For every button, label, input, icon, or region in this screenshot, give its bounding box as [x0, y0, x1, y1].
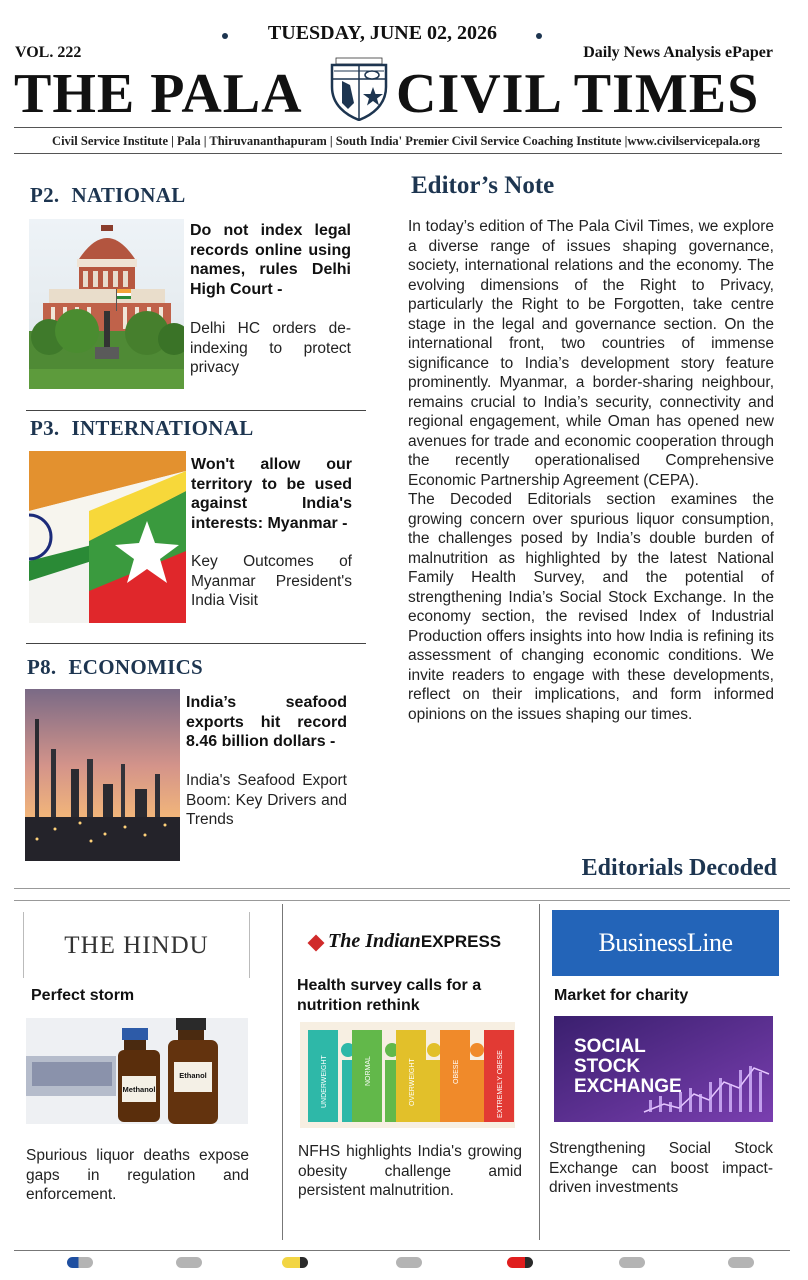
obese-label: OBESE — [453, 1059, 460, 1084]
editorial-summary-1: Spurious liquor deaths expose gaps in regulation and enforcement. — [26, 1147, 249, 1203]
editors-note-paragraph-1: In today’s edition of The Pala Civil Times, we explore a diverse range of issues shaping governance, society, international relations and the economy. The evolving dimensions of the Right to Privacy, particularly the Right to be Forgotten, take centre stage in the legal and governance section. On the international front, two countries of immense significance to India’s development story feature prominently. Myanmar, a border-sharing neighbour, remains crucial to India’s security, connectivity and regional engagement, while Oman has opened new avenues for trade and economic cooperation through the recently operationalised Comprehensive Economic Partnership Agreement (CEPA). — [408, 218, 774, 489]
indian-express-logo — [310, 930, 510, 960]
extremely-obese-label: EXTREMELY OBESE — [497, 1050, 504, 1118]
footer-rule — [14, 1250, 790, 1251]
editorial-summary-2: NFHS highlights India's growing obesity challenge amid persistent malnutrition. — [298, 1143, 522, 1199]
institute-crest-icon — [328, 57, 390, 121]
section-divider — [26, 643, 366, 644]
masthead-title-left: THE PALA — [14, 63, 303, 125]
editorials-rule-top — [14, 888, 790, 889]
ethanol-label: Ethanol — [179, 1071, 207, 1080]
volume-number: VOL. 222 — [15, 44, 82, 61]
bmi-chart-image — [300, 1022, 515, 1128]
masthead-dot-left — [222, 33, 228, 39]
edition-label: Daily News Analysis ePaper — [583, 44, 773, 61]
liquor-bottles-image — [26, 1018, 248, 1124]
column-divider — [282, 904, 283, 1240]
footer-pill-grey — [619, 1257, 645, 1268]
editorial-title-1[interactable]: Perfect storm — [31, 987, 135, 1004]
editorials-rule-second — [14, 900, 790, 901]
publication-name: BusinessLine — [598, 928, 733, 957]
national-headline[interactable]: Do not index legal records online using names, rules Delhi High Court - — [190, 222, 351, 298]
masthead-rule-top — [14, 127, 782, 128]
publication-name-italic: The Indian — [328, 930, 421, 952]
editorials-decoded-heading: Editorials Decoded — [581, 855, 777, 881]
editorial-title-2[interactable]: Health survey calls for a nutrition rethink — [297, 977, 482, 1014]
section-heading-economics — [27, 655, 203, 680]
section-name: NATIONAL — [71, 183, 186, 207]
international-summary: Key Outcomes of Myanmar President's India Visit — [191, 553, 352, 609]
footer-pill-grey — [728, 1257, 754, 1268]
economics-headline[interactable]: India’s seafood exports hit record 8.46 billion dollars - — [186, 694, 347, 750]
section-name: ECONOMICS — [68, 655, 204, 679]
column-divider — [539, 904, 540, 1240]
editorial-title-3[interactable]: Market for charity — [554, 987, 689, 1004]
footer-pill-red — [507, 1257, 533, 1268]
editors-note-body — [408, 217, 774, 724]
section-divider — [26, 410, 366, 411]
section-heading-national — [30, 183, 186, 208]
industrial-plant-image — [25, 689, 180, 861]
section-page-number: P2. — [30, 183, 60, 207]
sse-line-1: SOCIAL — [574, 1036, 646, 1057]
masthead-rule-bottom — [14, 153, 782, 154]
section-page-number: P8. — [27, 655, 57, 679]
sse-line-2: STOCK — [574, 1056, 641, 1077]
economics-summary: India's Seafood Export Boom: Key Drivers and Trends — [186, 772, 347, 828]
sse-line-3: EXCHANGE — [574, 1076, 682, 1097]
footer-pill-grey — [396, 1257, 422, 1268]
methanol-label: Methanol — [122, 1085, 156, 1094]
businessline-logo — [552, 910, 779, 976]
masthead-dot-right — [536, 33, 542, 39]
editors-note-title: Editor’s Note — [411, 172, 555, 199]
national-summary: Delhi HC orders de-indexing to protect privacy — [190, 320, 351, 376]
underweight-label: UNDERWEIGHT — [321, 1055, 328, 1108]
issue-date: TUESDAY, JUNE 02, 2026 — [267, 22, 498, 44]
normal-label: NORMAL — [365, 1056, 372, 1086]
section-name: INTERNATIONAL — [71, 416, 254, 440]
masthead-tagline: Civil Service Institute | Pala | Thiruvananthapuram | South India' Premier Civil Service Coaching Institute |www.civilservicepala.org — [52, 134, 760, 148]
express-mark-icon — [308, 934, 325, 951]
section-page-number: P3. — [30, 416, 60, 440]
editorial-summary-3: Strengthening Social Stock Exchange can boost impact-driven investments — [549, 1140, 773, 1196]
publication-name-bold: EXPRESS — [420, 932, 502, 951]
editors-note-paragraph-2: The Decoded Editorials section examines the growing concern over spurious liquor consumption, the challenges posed by India’s double burden of malnutrition as highlighted by the latest National Family Health Survey, and the potential of strengthening India’s Social Stock Exchange. In the economy section, the revised Index of Industrial Production offers insights into how India is refining its assessment of changing economic conditions. We invite readers to engage with these developments, reflect on their implications, and form informed opinions on the issues shaping our times. — [408, 491, 774, 723]
overweight-label: OVERWEIGHT — [409, 1058, 416, 1106]
publication-name: THE HINDU — [64, 932, 209, 959]
social-stock-exchange-image — [554, 1016, 773, 1122]
international-headline[interactable]: Won't allow our territory to be used against India's interests: Myanmar - — [191, 456, 352, 532]
footer-pill-yellow — [282, 1257, 308, 1268]
india-myanmar-flags-image — [29, 451, 186, 623]
footer-pill-grey — [176, 1257, 202, 1268]
the-hindu-logo — [23, 912, 250, 978]
supreme-court-image — [29, 219, 184, 389]
masthead-title-right: CIVIL TIMES — [396, 63, 760, 125]
section-heading-international — [30, 416, 254, 441]
footer-pill-blue-grey — [67, 1257, 93, 1268]
